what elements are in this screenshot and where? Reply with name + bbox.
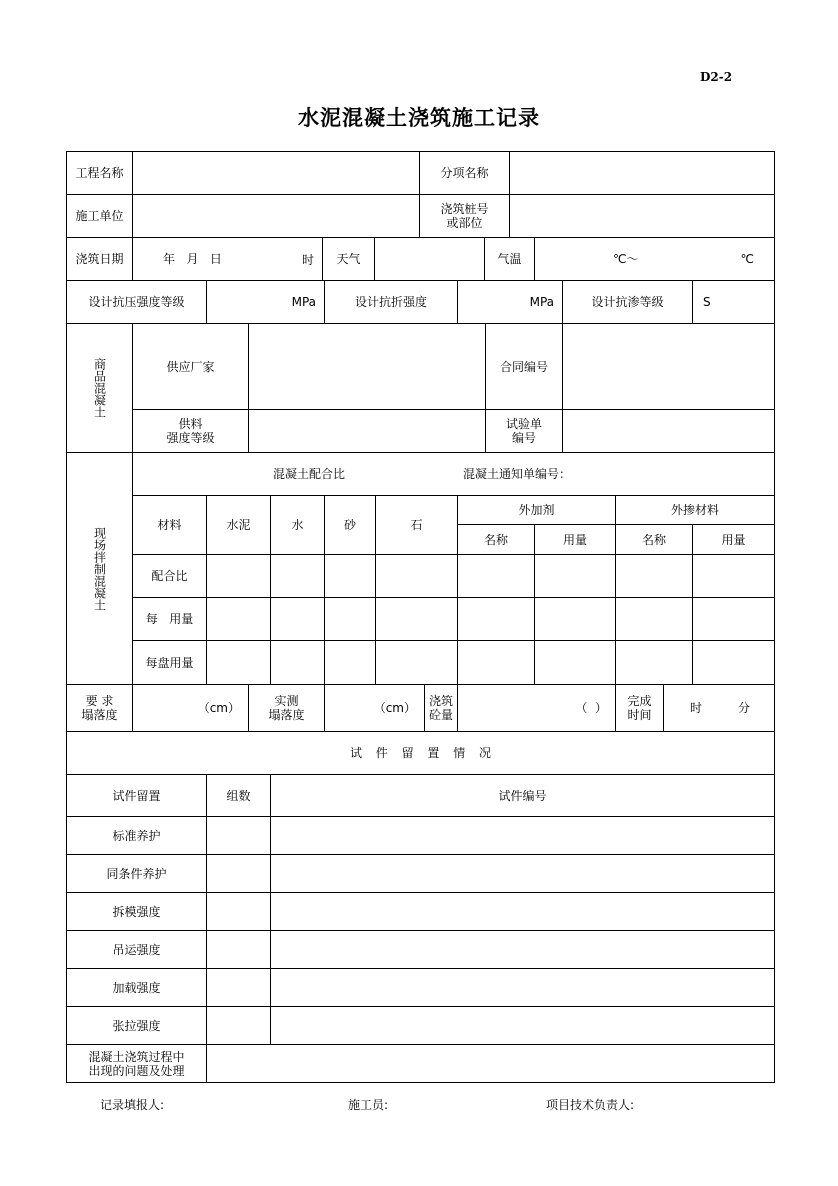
admixture-amount-header: 用量 — [535, 525, 616, 555]
specimen-number-field[interactable] — [271, 1007, 774, 1045]
commercial-concrete-section — [67, 324, 133, 453]
measured-slump-label: 实测 塌落度 — [249, 685, 325, 732]
pile-no-label: 浇筑桩号 或部位 — [420, 195, 510, 238]
mix-cell[interactable] — [616, 641, 693, 685]
specimen-number-field[interactable] — [271, 817, 774, 855]
cm-unit: （cm） — [197, 701, 240, 715]
compressive-grade-label: 设计抗压强度等级 — [67, 281, 207, 324]
required-slump-field[interactable] — [133, 685, 249, 732]
record-table — [66, 151, 775, 1083]
mix-cell[interactable] — [376, 598, 458, 641]
mpa-unit-2: MPa — [529, 295, 554, 309]
stone-col-header: 石 — [376, 496, 458, 555]
additive-amount-header: 用量 — [693, 525, 774, 555]
mix-ratio-header — [133, 453, 774, 496]
water-col-header: 水 — [271, 496, 325, 555]
finish-time-field[interactable] — [664, 685, 774, 732]
per-batch-row-label: 每盘用量 — [133, 641, 207, 685]
temperature-field[interactable] — [535, 238, 774, 281]
flexural-strength-label: 设计抗折强度 — [325, 281, 458, 324]
site-mix-label: 现场拌制混凝土 — [92, 526, 107, 611]
supply-grade-label: 供料 强度等级 — [133, 410, 249, 453]
specimen-row-label: 同条件养护 — [67, 855, 207, 893]
issues-label: 混凝土浇筑过程中 出现的问题及处理 — [67, 1045, 207, 1082]
weather-field[interactable] — [375, 238, 485, 281]
additive-col-header: 外掺材料 — [616, 496, 774, 525]
pour-date-field[interactable]: 年 月 日 — [133, 238, 323, 281]
mix-cell[interactable] — [693, 641, 774, 685]
mix-cell[interactable] — [458, 555, 535, 598]
commercial-concrete-label: 商品混凝土 — [92, 358, 107, 418]
mix-cell[interactable] — [271, 598, 325, 641]
volume-unit: （ ） — [575, 701, 607, 715]
test-sheet-field[interactable] — [563, 410, 774, 453]
specimen-row-label: 标准养护 — [67, 817, 207, 855]
mix-cell[interactable] — [535, 555, 616, 598]
contractor-field[interactable] — [133, 195, 420, 238]
specimen-number-field[interactable] — [271, 855, 774, 893]
contract-no-field[interactable] — [563, 324, 774, 410]
finish-time-label: 完成 时间 — [616, 685, 664, 732]
temperature-label: 气温 — [485, 238, 535, 281]
mix-cell[interactable] — [325, 641, 376, 685]
mix-cell[interactable] — [535, 598, 616, 641]
specimen-row-label: 加载强度 — [67, 969, 207, 1007]
contract-no-label: 合同编号 — [486, 324, 563, 410]
specimen-row-label: 张拉强度 — [67, 1007, 207, 1045]
groups-col-header: 组数 — [207, 775, 271, 817]
finish-hour-unit: 时 — [690, 701, 703, 715]
specimen-groups-field[interactable] — [207, 817, 271, 855]
specimen-row-label: 拆模强度 — [67, 893, 207, 931]
page-title: 水泥混凝土浇筑施工记录 — [298, 106, 540, 130]
pour-date-label: 浇筑日期 — [67, 238, 133, 281]
tech-lead-signature[interactable]: 项目技术负责人: — [546, 1098, 635, 1112]
constructor-signature[interactable]: 施工员: — [348, 1098, 389, 1112]
pour-hour-label: 时 — [301, 252, 314, 267]
mix-cell[interactable] — [693, 555, 774, 598]
material-col-header: 材料 — [133, 496, 207, 555]
contractor-label: 施工单位 — [67, 195, 133, 238]
mix-cell[interactable] — [693, 598, 774, 641]
mix-cell[interactable] — [376, 641, 458, 685]
mix-cell[interactable] — [535, 641, 616, 685]
permeability-grade-field[interactable] — [693, 281, 774, 324]
recorder-signature[interactable]: 记录填报人: — [100, 1098, 165, 1112]
site-mix-section — [67, 453, 133, 685]
cement-col-header: 水泥 — [207, 496, 271, 555]
mix-cell[interactable] — [207, 598, 271, 641]
mix-cell[interactable] — [325, 555, 376, 598]
specimen-groups-field[interactable] — [207, 931, 271, 969]
permeability-grade-label: 设计抗渗等级 — [563, 281, 693, 324]
required-slump-label: 要 求 塌落度 — [67, 685, 133, 732]
specimen-number-field[interactable] — [271, 931, 774, 969]
sub-item-field[interactable] — [510, 152, 774, 195]
specimen-groups-field[interactable] — [207, 893, 271, 931]
mix-cell[interactable] — [616, 598, 693, 641]
flexural-strength-field[interactable] — [458, 281, 563, 324]
project-name-field[interactable] — [133, 152, 420, 195]
additive-name-header: 名称 — [616, 525, 693, 555]
sub-item-label: 分项名称 — [420, 152, 510, 195]
specimen-number-field[interactable] — [271, 969, 774, 1007]
pour-volume-label: 浇筑 砼量 — [425, 685, 458, 732]
mpa-unit: MPa — [291, 295, 316, 309]
notice-no-label: 混凝土通知单编号： — [463, 467, 572, 481]
per-amount-row-label: 每 用量 — [133, 598, 207, 641]
mix-cell[interactable] — [458, 598, 535, 641]
s-unit: S — [703, 295, 711, 309]
specimen-groups-field[interactable] — [207, 969, 271, 1007]
sand-col-header: 砂 — [325, 496, 376, 555]
specimens-title-text: 试 件 留 置 情 况 — [349, 746, 492, 760]
mix-cell[interactable] — [458, 641, 535, 685]
mix-cell[interactable] — [271, 641, 325, 685]
test-sheet-label: 试验单 编号 — [486, 410, 563, 453]
specimen-row-label: 吊运强度 — [67, 931, 207, 969]
mix-cell[interactable] — [376, 555, 458, 598]
supplier-label: 供应厂家 — [133, 324, 249, 410]
temp-from-unit: ℃～ — [613, 252, 639, 266]
mix-ratio-title: 混凝土配合比 — [273, 467, 346, 481]
supply-grade-field[interactable] — [249, 410, 486, 453]
retention-col-header: 试件留置 — [67, 775, 207, 817]
cm-unit-2: （cm） — [373, 701, 416, 715]
mix-ratio-row-label: 配合比 — [133, 555, 207, 598]
weather-label: 天气 — [323, 238, 375, 281]
admixture-col-header: 外加剂 — [458, 496, 616, 525]
mix-cell[interactable] — [207, 555, 271, 598]
pour-volume-field[interactable] — [458, 685, 616, 732]
specimens-section-title — [67, 732, 774, 775]
mix-cell[interactable] — [325, 598, 376, 641]
issues-field[interactable] — [207, 1045, 774, 1082]
specimen-number-field[interactable] — [271, 893, 774, 931]
admixture-name-header: 名称 — [458, 525, 535, 555]
pile-no-field[interactable] — [510, 195, 774, 238]
specimen-groups-field[interactable] — [207, 855, 271, 893]
project-name-label: 工程名称 — [67, 152, 133, 195]
mix-cell[interactable] — [616, 555, 693, 598]
compressive-grade-field[interactable] — [207, 281, 325, 324]
mix-cell[interactable] — [207, 641, 271, 685]
mix-cell[interactable] — [271, 555, 325, 598]
supplier-field[interactable] — [249, 324, 486, 410]
specimen-number-col-header: 试件编号 — [271, 775, 774, 817]
document-code: D2-2 — [700, 70, 733, 84]
temp-to-unit: ℃ — [740, 252, 754, 266]
measured-slump-field[interactable] — [325, 685, 425, 732]
finish-minute-unit: 分 — [738, 701, 751, 715]
specimen-groups-field[interactable] — [207, 1007, 271, 1045]
